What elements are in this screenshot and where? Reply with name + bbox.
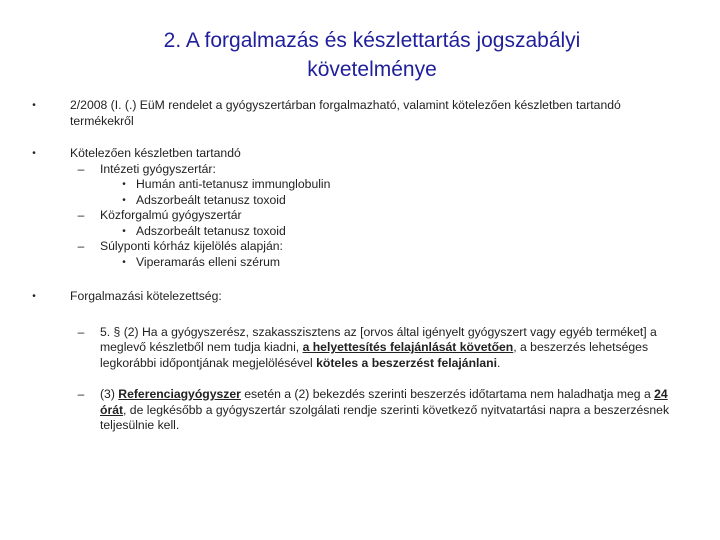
- bullet-item-regulation: [28, 98, 678, 129]
- list-item-text: Adszorbeált tetanusz toxoid: [136, 192, 286, 207]
- text-span: , a beszerzés lehetséges legkorábbi időpontjának megjelölésével: [100, 340, 649, 370]
- bullet-icon: •: [32, 291, 36, 302]
- list-item: [118, 177, 678, 193]
- emphasis-24-hours: 24 órát: [100, 387, 668, 417]
- text-span: esetén a (2) bekezdés szerinti beszerzés időtartama nem haladhatja meg a: [240, 387, 655, 401]
- list-item: [118, 193, 678, 209]
- bullet-icon: •: [32, 100, 36, 111]
- title-line-2: követelménye: [307, 58, 437, 81]
- bullet-item-mandatory-stock: [28, 146, 678, 162]
- sub-item-central-hospital: [70, 239, 678, 255]
- sub-item-paragraph-3: [70, 387, 678, 434]
- dash-icon: –: [77, 324, 85, 339]
- distribution-obligation-heading: Forgalmazási kötelezettség:: [70, 289, 222, 303]
- text-span: , de legkésőbb a gyógyszertár szolgálati rendje szerinti következő nyitvatartási napra a beszerzésnek teljesülnie kell.: [100, 402, 670, 432]
- institutional-label: Intézeti gyógyszertár:: [100, 161, 216, 176]
- slide-title: [60, 26, 684, 84]
- paragraph-3-text: [100, 387, 678, 434]
- bullet-item-distribution-obligation: [28, 289, 678, 305]
- emphasis-substitution: a helyettesítés felajánlását követően: [302, 340, 514, 354]
- public-pharmacy-label: Közforgalmú gyógyszertár: [100, 208, 242, 222]
- sub-item-paragraph-2: [70, 325, 678, 372]
- text-span: .: [497, 355, 501, 370]
- regulation-text: 2/2008 (I. (.) EüM rendelet a gyógyszertárban forgalmazható, valamint kötelezően készletben tartandó termékekről: [70, 98, 621, 128]
- title-line-1: 2. A forgalmazás és készlettartás jogszabályi: [163, 29, 581, 52]
- list-item: [118, 224, 678, 240]
- text-span: 5. § (2) Ha a gyógyszerész, szakasszisztens az [orvos által igényelt gyógyszert vagy egyéb terméket] a meglevő készletből nem tudja kiadni,: [100, 324, 657, 354]
- paragraph-2-text: [100, 325, 678, 372]
- dash-icon: –: [77, 161, 85, 176]
- list-item-text: Viperamarás elleni szérum: [136, 254, 281, 269]
- central-hospital-label: Súlyponti kórház kijelölés alapján:: [100, 239, 283, 253]
- bullet-icon: •: [122, 194, 126, 206]
- emphasis-reference-drug: Referenciagyógyszer: [118, 387, 241, 401]
- bullet-icon: •: [122, 225, 126, 237]
- mandatory-stock-heading: Kötelezően készletben tartandó: [70, 146, 241, 160]
- text-span: (3): [100, 387, 119, 401]
- bullet-icon: •: [122, 179, 126, 190]
- dash-icon: –: [77, 239, 85, 253]
- list-item-text: Adszorbeált tetanusz toxoid: [136, 223, 286, 238]
- emphasis-obligation: köteles a beszerzést felajánlani: [316, 355, 498, 370]
- list-item: [118, 255, 678, 271]
- sub-item-public-pharmacy: [70, 208, 678, 224]
- dash-icon: –: [77, 387, 85, 401]
- sub-item-institutional: [70, 162, 678, 178]
- slide-content: [28, 98, 678, 434]
- bullet-icon: •: [122, 256, 126, 268]
- list-item-text: Humán anti-tetanusz immunglobulin: [136, 177, 331, 191]
- dash-icon: –: [77, 208, 85, 222]
- bullet-icon: •: [32, 148, 36, 159]
